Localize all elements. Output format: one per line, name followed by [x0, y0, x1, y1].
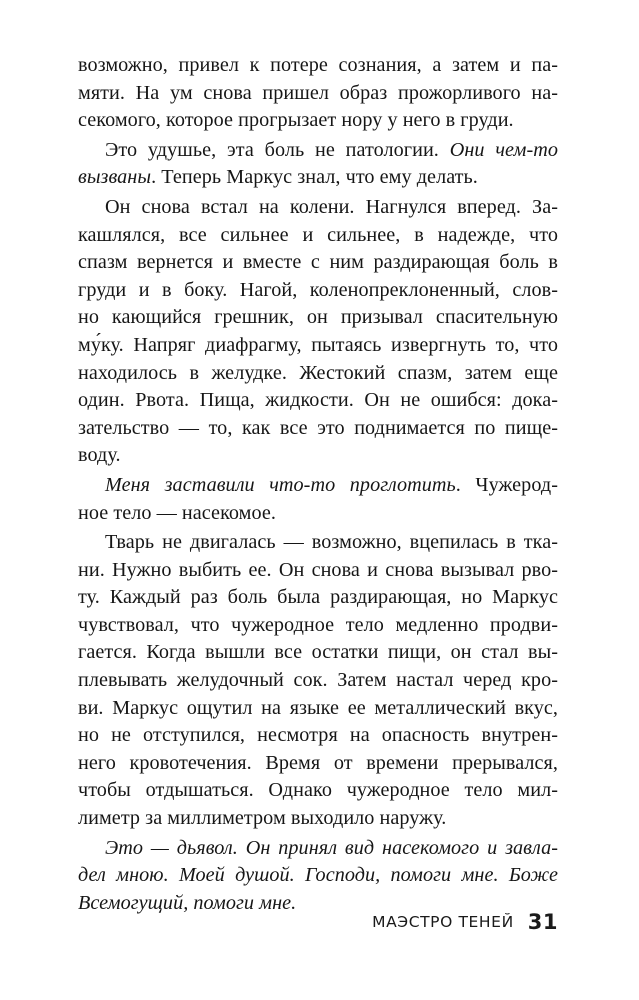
text-line [78, 415, 558, 443]
text-segment: мяти. На ум снова пришел образ прожорливого на- [78, 81, 558, 104]
text-segment: . Чужерод- [455, 473, 558, 496]
text-line [78, 194, 558, 222]
italic-text: вызваны [78, 166, 152, 189]
text-line [78, 639, 558, 667]
text-line [78, 777, 558, 805]
text-line [78, 442, 558, 470]
text-line [78, 332, 558, 360]
paragraph [78, 52, 558, 135]
text-segment: спазм вернется и вместе с ним раздирающая боль в [78, 251, 558, 274]
text-segment: один. Рвота. Пища, жидкости. Он не ошибся: дока- [78, 389, 558, 412]
text-line [78, 360, 558, 388]
text-segment: чувствовал, что чужеродное тело медленно продви- [78, 613, 558, 636]
paragraph [78, 472, 558, 527]
text-segment: груди и в боку. Нагой, коленопреклоненный, слов- [78, 278, 558, 301]
text-line [78, 750, 558, 778]
text-line [78, 249, 558, 277]
text-line [78, 107, 558, 135]
text-segment: плевывать желудочный сок. Затем настал черед кро- [78, 669, 558, 692]
text-segment: чтобы отдышаться. Однако чужеродное тело мил- [78, 779, 558, 802]
text-line [78, 695, 558, 723]
text-segment: Он снова встал на колени. Нагнулся вперед. За- [105, 195, 558, 218]
text-line [78, 529, 558, 557]
text-segment: ное тело — насекомое. [78, 501, 276, 524]
text-line [78, 584, 558, 612]
text-line [78, 472, 558, 500]
running-title: МАЭСТРО ТЕНЕЙ [372, 913, 514, 931]
text-segment: но не отступился, несмотря на опасность внутрен- [78, 724, 558, 747]
italic-text: дел мною. Моей душой. Господи, помоги мне. Боже [78, 864, 558, 887]
page-footer [330, 909, 558, 935]
italic-text: Меня заставили что-то проглотить [105, 473, 456, 496]
text-line [78, 80, 558, 108]
text-line [78, 557, 558, 585]
text-segment: находилось в желудке. Жестокий спазм, затем еще [78, 361, 558, 384]
text-segment: лиметр за миллиметром выходило наружу. [78, 807, 447, 830]
text-line [78, 667, 558, 695]
text-segment: него кровотечения. Время от времени прерывался, [78, 751, 558, 774]
text-line [78, 387, 558, 415]
text-segment: му́ку. Напряг диафрагму, пытаясь извергнуть то, что [78, 333, 558, 356]
text-segment: зательство — то, как все это поднимается по пище- [78, 416, 558, 439]
text-line [78, 862, 558, 890]
text-segment: ту. Каждый раз боль была раздирающая, но Маркус [78, 586, 558, 609]
text-segment: ви. Маркус ощутил на языке ее металлический вкус, [78, 696, 558, 719]
text-line [78, 612, 558, 640]
italic-text: Всемогущий, помоги мне. [78, 891, 297, 914]
text-segment: воду. [78, 444, 121, 467]
text-segment: ни. Нужно выбить ее. Он снова и снова вызывал рво- [78, 558, 558, 581]
paragraph [78, 194, 558, 470]
text-segment: но кающийся грешник, он призывал спасительную [78, 306, 558, 329]
text-segment: . Теперь Маркус знал, что ему делать. [151, 166, 478, 189]
paragraph [78, 835, 558, 918]
text-line [78, 722, 558, 750]
text-segment: возможно, привел к потере сознания, а затем и па- [78, 54, 558, 76]
paragraph [78, 529, 558, 833]
text-segment: Это удушье, эта боль не патологии. [105, 138, 450, 161]
text-line [78, 137, 558, 165]
italic-text: Это — дьявол. Он принял вид насекомого и завла- [105, 836, 558, 859]
text-segment: кашлялся, все сильнее и сильнее, в надежде, что [78, 223, 558, 246]
text-line [78, 277, 558, 305]
text-line [78, 805, 558, 833]
text-segment: секомого, которое прогрызает нору у него в груди. [78, 109, 514, 132]
text-segment: гается. Когда вышли все остатки пищи, он стал вы- [78, 641, 558, 664]
paragraph [78, 137, 558, 192]
text-line [78, 52, 558, 80]
text-line [78, 835, 558, 863]
text-line [78, 304, 558, 332]
page-body [78, 52, 558, 917]
text-segment: Тварь не двигалась — возможно, вцепилась в тка- [105, 531, 558, 554]
italic-text: Они чем-то [449, 138, 558, 161]
text-line [78, 164, 558, 192]
page-number: 31 [527, 910, 558, 934]
text-line [78, 222, 558, 250]
text-line [78, 500, 558, 528]
